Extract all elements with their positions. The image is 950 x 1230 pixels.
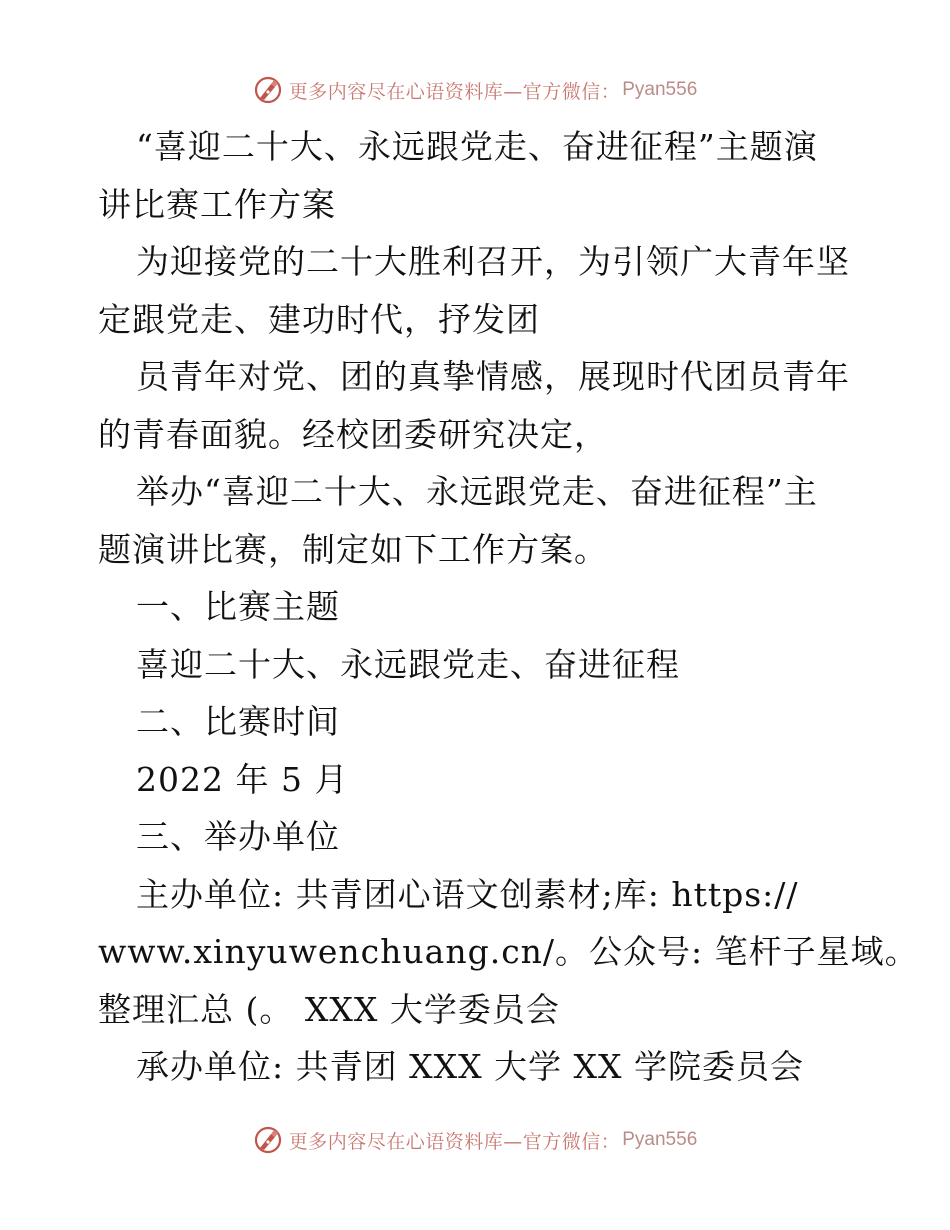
header-banner (0, 70, 950, 110)
organizer-line: www.xinyuwenchuang.cn/。公众号: 笔杆子星域。 (98, 932, 919, 971)
pen-nib-logo-icon (253, 1125, 283, 1155)
pen-nib-logo-icon (253, 75, 283, 105)
banner-text: 更多内容尽在心语资料库—官方微信： (288, 1130, 621, 1153)
section-heading-theme: 一、比赛主题 (136, 587, 340, 626)
doc-title-line-2: 讲比赛工作方案 (98, 184, 336, 224)
doc-title-line-1: “喜迎二十大、永远跟党走、奋进征程”主题演 (136, 127, 818, 166)
section-heading-time: 二、比赛时间 (136, 702, 340, 741)
section-content-theme: 喜迎二十大、永远跟党走、奋进征程 (136, 644, 680, 684)
document-body (98, 118, 919, 1096)
footer-banner (0, 1120, 950, 1160)
section-heading-organizer: 三、举办单位 (136, 817, 340, 856)
paragraph-line: 举办“喜迎二十大、永远跟党走、奋进征程”主 (136, 472, 818, 511)
paragraph-line: 为迎接党的二十大胜利召开，为引领广大青年坚 (136, 242, 850, 281)
section-content-time: 2022 年 5 月 (136, 759, 349, 799)
paragraph-line: 的青春面貌。经校团委研究决定， (98, 414, 608, 454)
paragraph-line: 定跟党走、建功时代，抒发团 (98, 299, 540, 339)
organizer-line: 整理汇总 (。 XXX 大学委员会 (98, 989, 560, 1029)
paragraph-line: 题演讲比赛，制定如下工作方案。 (98, 529, 608, 569)
paragraph-line: 员青年对党、团的真挚情感，展现时代团员青年 (136, 357, 850, 396)
organizer-line: 主办单位: 共青团心语文创素材;库: https:// (136, 874, 799, 914)
banner-wechat-id: Pyan556 (622, 79, 698, 100)
banner-text: 更多内容尽在心语资料库—官方微信： (288, 80, 621, 103)
banner-wechat-id: Pyan556 (622, 1129, 698, 1150)
co-organizer-line: 承办单位: 共青团 XXX 大学 XX 学院委员会 (136, 1047, 805, 1086)
